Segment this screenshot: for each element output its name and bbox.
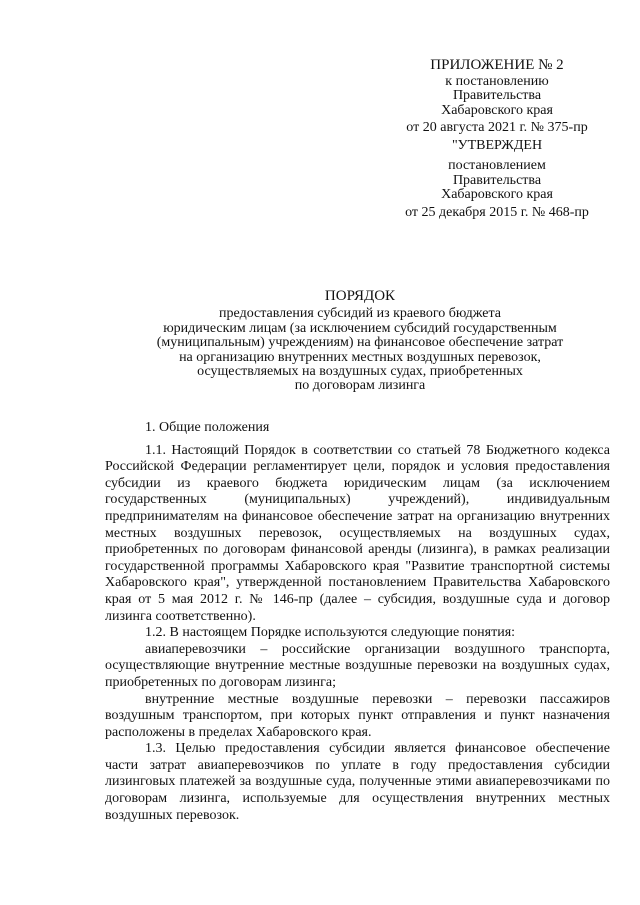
to-resolution-label: к постановлению [445, 73, 549, 89]
approval-stamp-block [392, 58, 602, 220]
title-line: по договорам лизинга [294, 378, 426, 394]
paragraph-1-3: 1.3. Целью предоставления субсидии является финансовое обеспечение части затрат авиаперевозчиков по уплате в году предоставления субсидии лизинговых платежей за воздушные суда, полученные этими авиаперевозчиками по договорам лизинга, используемые для осуществления внутренних местных воздушных перевозок. [105, 741, 610, 823]
definition-local-flights: внутренние местные воздушные перевозки – перевозки пассажиров воздушным транспортом, при которых пункт отправления и пункт назначения расположены в пределах Хабаровского края. [105, 691, 610, 740]
paragraph-1-1: 1.1. Настоящий Порядок в соответствии со статьей 78 Бюджетного кодекса Российской Федерации регламентирует цели, порядок и условия предоставления субсидии из краевого бюджета юридическим лицам (за исключением государственных (муниципальных) учреждений), индивидуальным предпринимателям на финансовое обеспечение затрат на организацию внутренних местных воздушных перевозок, осуществляемых на воздушных судах, приобретенных по договорам финансовой аренды (лизинга), в рамках реализации государственной программы Хабаровского края "Развитие транспортной системы Хабаровского края", утвержденной постановлением Правительства Хабаровского края от 5 мая 2012 г. № 146-пр (далее – субсидия, воздушные суда и договор лизинга соответственно). [105, 442, 610, 624]
approved-label: "УТВЕРЖДЕН [451, 137, 543, 153]
appendix-number: ПРИЛОЖЕНИЕ № 2 [430, 57, 564, 73]
section-heading: 1. Общие положения [145, 420, 270, 435]
government-label: Правительства [452, 88, 542, 103]
title-line: осуществляемых на воздушных судах, приобретенных [197, 364, 523, 380]
document-title: ПОРЯДОК [324, 288, 396, 304]
region-label-2: Хабаровского края [441, 187, 553, 202]
resolution-date-2: от 25 декабря 2015 г. № 468-пр [405, 204, 589, 220]
resolution-date-1: от 20 августа 2021 г. № 375-пр [406, 120, 588, 135]
document-title-block [110, 289, 610, 394]
document-body [105, 420, 610, 824]
definition-carriers: авиаперевозчики – российские организации воздушного транспорта, осуществляющие внутренние местные воздушные перевозки на воздушных судах, приобретенных по договорам лизинга; [105, 641, 610, 690]
title-line: предоставления субсидий из краевого бюджета [219, 306, 501, 322]
title-line: на организацию внутренних местных воздушных перевозок, [179, 349, 541, 365]
region-label: Хабаровского края [441, 102, 553, 118]
title-line: (муниципальным) учреждениям) на финансовое обеспечение затрат [156, 335, 564, 351]
by-resolution-label: постановлением [448, 158, 546, 173]
government-label-2: Правительства [452, 172, 542, 188]
paragraph-1-2: 1.2. В настоящем Порядке используются следующие понятия: [145, 625, 516, 641]
title-line: юридическим лицам (за исключением субсидий государственным [163, 320, 557, 336]
